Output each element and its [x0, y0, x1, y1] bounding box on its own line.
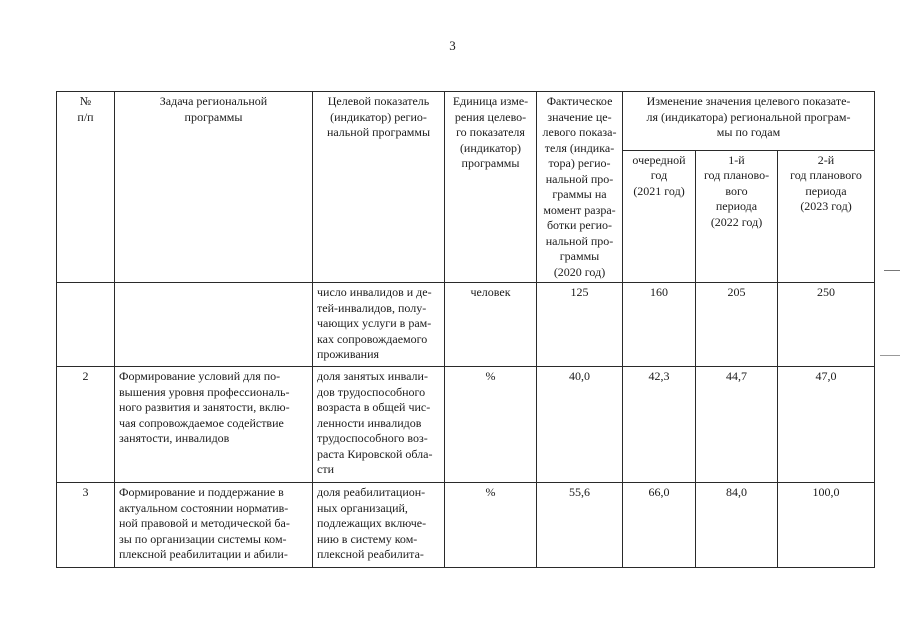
- header-year-2022: 1-й год планово- вого периода (2022 год): [696, 150, 778, 282]
- table-row: [57, 283, 875, 367]
- row-value-2022: 44,7: [696, 367, 778, 483]
- row-value-2023: 47,0: [778, 367, 875, 483]
- header-year-2023: 2-й год планового периода (2023 год): [778, 150, 875, 282]
- scan-artifact-mark: [880, 355, 900, 356]
- row-unit: %: [445, 483, 537, 568]
- row-number: [57, 283, 115, 367]
- row-indicator: доля занятых инвали- дов трудоспособного возраста в общей чис- ленности инвалидов трудоспособного воз- раста Кировской обла- сти: [313, 367, 445, 483]
- header-actual-value: Фактическое значение це- левого показа- теля (индика- тора) регио- нальной про- граммы на момент разра- ботки регио- нальной про- граммы (2020 год): [537, 92, 623, 283]
- row-actual-value: 125: [537, 283, 623, 367]
- row-value-2023: 100,0: [778, 483, 875, 568]
- row-value-2021: 160: [623, 283, 696, 367]
- row-actual-value: 55,6: [537, 483, 623, 568]
- page-number: 3: [449, 38, 456, 53]
- header-task: Задача региональной программы: [115, 92, 313, 283]
- row-indicator: число инвалидов и де- тей-инвалидов, полу- чающих услуги в рам- ках сопровождаемого проживания: [313, 283, 445, 367]
- row-value-2021: 66,0: [623, 483, 696, 568]
- header-year-2021: очередной год (2021 год): [623, 150, 696, 282]
- row-value-2023: 250: [778, 283, 875, 367]
- row-indicator: доля реабилитацион- ных организаций, подлежащих включе- нию в систему ком- плексной реабилита-: [313, 483, 445, 568]
- header-row-1: [57, 92, 875, 151]
- row-number: 3: [57, 483, 115, 568]
- row-value-2021: 42,3: [623, 367, 696, 483]
- row-task: Формирование условий для по- вышения уровня профессиональ- ного развития и занятости, вклю- чая сопровождаемое содействие занятости, инвалидов: [115, 367, 313, 483]
- row-task: Формирование и поддержание в актуальном состоянии норматив- ной правовой и методической ба- зы по организации системы ком- плексной реабилитации и абили-: [115, 483, 313, 568]
- header-unit: Единица изме- рения целево- го показателя (индикатор) программы: [445, 92, 537, 283]
- header-indicator: Целевой показатель (индикатор) регио- нальной программы: [313, 92, 445, 283]
- row-value-2022: 205: [696, 283, 778, 367]
- row-unit: %: [445, 367, 537, 483]
- row-task: [115, 283, 313, 367]
- table-row: [57, 483, 875, 568]
- table-row: [57, 367, 875, 483]
- row-number: 2: [57, 367, 115, 483]
- header-num: № п/п: [57, 92, 115, 283]
- row-unit: человек: [445, 283, 537, 367]
- header-change-by-years: Изменение значения целевого показате- ля (индикатора) региональной програм- мы по годам: [623, 92, 875, 151]
- row-actual-value: 40,0: [537, 367, 623, 483]
- indicators-table: [56, 91, 875, 568]
- scan-artifact-mark: [884, 270, 900, 271]
- row-value-2022: 84,0: [696, 483, 778, 568]
